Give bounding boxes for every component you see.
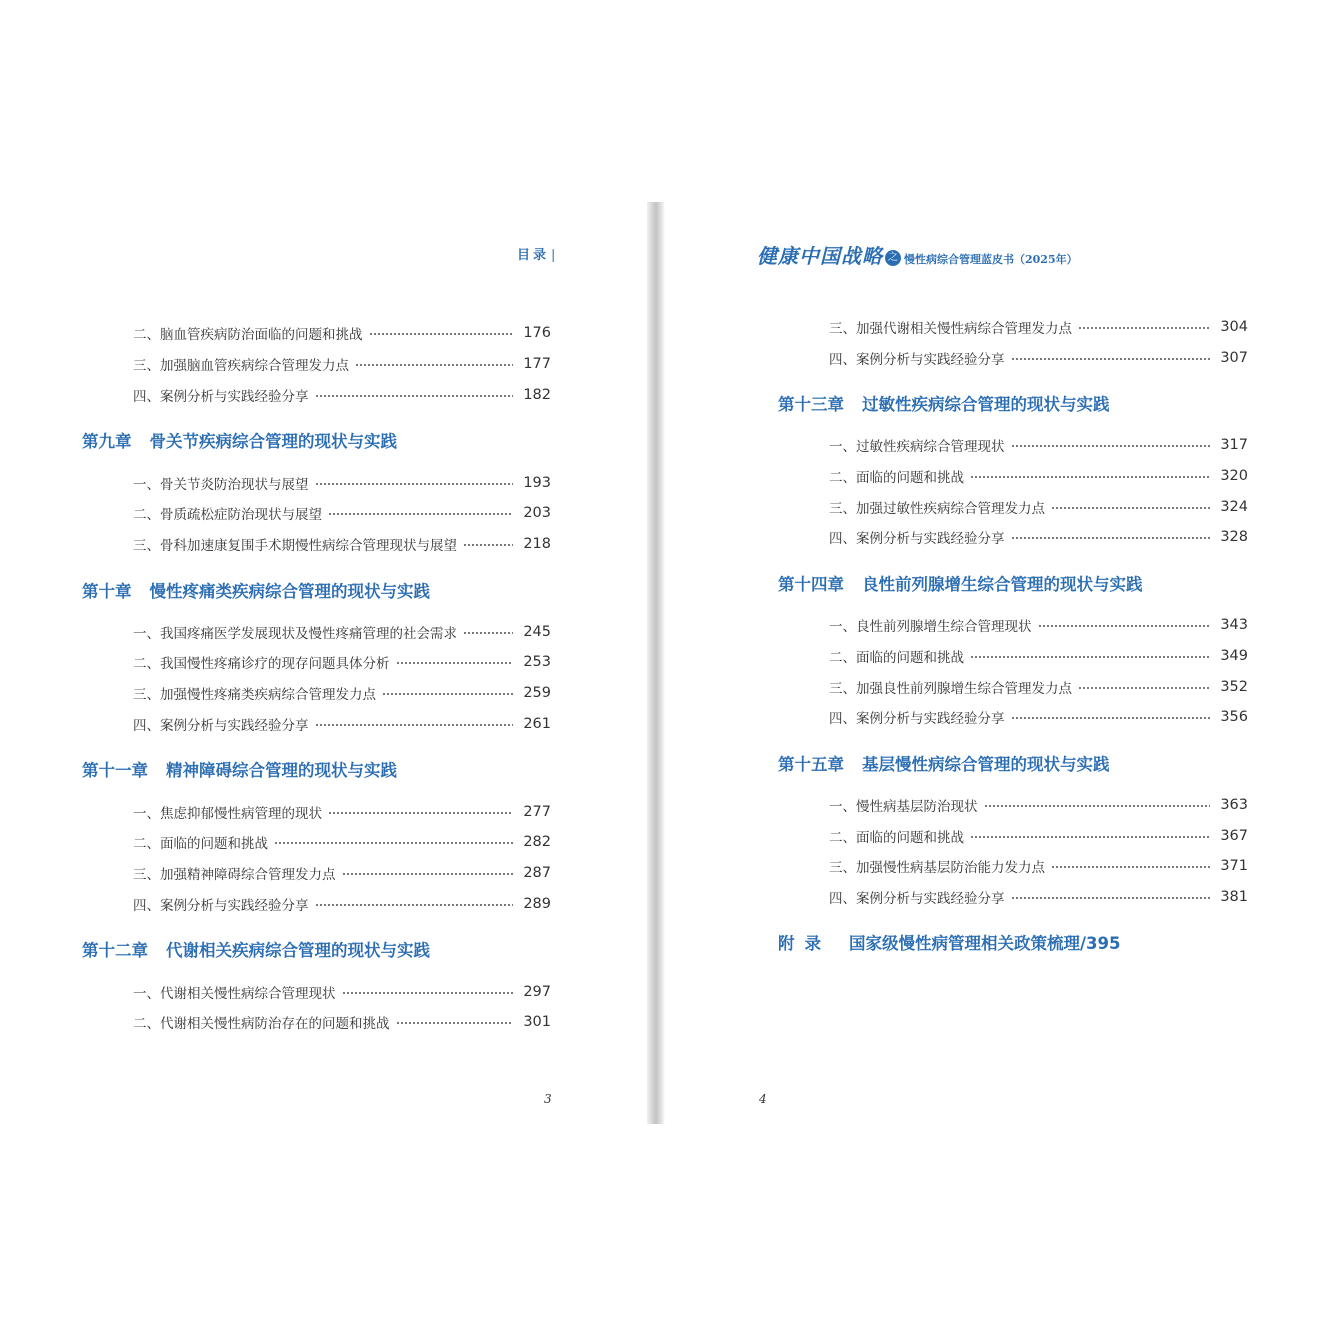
left-page <box>0 0 648 1326</box>
toc-entry-page: 182 <box>523 387 551 403</box>
dot-leader <box>315 395 514 397</box>
toc-entry-page: 177 <box>523 356 551 372</box>
dot-leader <box>1078 327 1210 329</box>
toc-entry-page: 297 <box>523 984 551 1000</box>
toc-entry-label: 二、代谢相关慢性病防治存在的问题和挑战 <box>133 1016 390 1032</box>
dot-leader <box>1011 445 1211 447</box>
right-page <box>665 0 1326 1326</box>
toc-entry[interactable] <box>829 646 1248 666</box>
toc-entry-page: 287 <box>523 865 551 881</box>
appendix-title: 国家级慢性病管理相关政策梳理 <box>849 934 1080 953</box>
toc-entry[interactable] <box>133 622 551 642</box>
dot-leader <box>970 656 1210 658</box>
toc-entry-label: 二、骨质疏松症防治现状与展望 <box>133 507 322 523</box>
dot-leader <box>315 724 514 726</box>
toc-entry-page: 320 <box>1220 468 1248 484</box>
running-head-toc-label: 目录 <box>517 248 550 263</box>
page-number: 3 <box>544 1092 552 1106</box>
toc-entry[interactable] <box>829 317 1248 337</box>
toc-entry-label: 一、慢性病基层防治现状 <box>829 799 978 815</box>
page-number: 4 <box>759 1092 767 1106</box>
toc-entry-page: 193 <box>523 475 551 491</box>
toc-entry[interactable] <box>133 473 551 493</box>
appendix-heading[interactable] <box>778 932 1120 956</box>
toc-entry-label: 二、面临的问题和挑战 <box>829 650 964 666</box>
toc-entry-page: 343 <box>1220 617 1248 633</box>
dot-leader <box>396 662 514 664</box>
toc-entry[interactable] <box>829 826 1248 846</box>
chapter-title: 慢性疼痛类疾病综合管理的现状与实践 <box>149 582 430 601</box>
toc-entry-label: 四、案例分析与实践经验分享 <box>829 891 1005 907</box>
toc-entry-label: 二、面临的问题和挑战 <box>133 836 268 852</box>
chapter-heading[interactable] <box>82 759 397 783</box>
toc-entry-label: 二、面临的问题和挑战 <box>829 470 964 486</box>
chapter-title: 基层慢性病综合管理的现状与实践 <box>862 755 1110 774</box>
toc-entry-label: 一、良性前列腺增生综合管理现状 <box>829 619 1032 635</box>
dot-leader <box>315 483 514 485</box>
toc-entry[interactable] <box>829 677 1248 697</box>
chapter-title: 代谢相关疾病综合管理的现状与实践 <box>166 941 430 960</box>
chapter-heading[interactable] <box>778 573 1143 597</box>
toc-entry-page: 317 <box>1220 437 1248 453</box>
dot-leader <box>1011 358 1211 360</box>
dot-leader <box>463 632 513 634</box>
book-subtitle: 慢性病综合管理蓝皮书（2025年） <box>904 253 1078 266</box>
chapter-title: 良性前列腺增生综合管理的现状与实践 <box>862 575 1143 594</box>
dot-leader <box>1038 625 1211 627</box>
dot-leader <box>355 364 513 366</box>
toc-entry-page: 218 <box>523 536 551 552</box>
toc-entry[interactable] <box>829 707 1248 727</box>
toc-entry-label: 四、案例分析与实践经验分享 <box>829 531 1005 547</box>
toc-entry-label: 四、案例分析与实践经验分享 <box>133 898 309 914</box>
toc-entry-page: 381 <box>1220 889 1248 905</box>
chapter-number: 第十章 <box>82 582 132 601</box>
dot-leader <box>1011 897 1211 899</box>
toc-entry-page: 261 <box>523 716 551 732</box>
chapter-heading[interactable] <box>82 580 430 604</box>
toc-entry[interactable] <box>829 527 1248 547</box>
toc-entry[interactable] <box>829 497 1248 517</box>
chapter-heading[interactable] <box>778 393 1110 417</box>
toc-entry[interactable] <box>133 385 551 405</box>
toc-entry-label: 四、案例分析与实践经验分享 <box>829 711 1005 727</box>
toc-entry-label: 一、过敏性疾病综合管理现状 <box>829 439 1005 455</box>
toc-entry-page: 304 <box>1220 319 1248 335</box>
toc-entry-page: 324 <box>1220 499 1248 515</box>
toc-entry-page: 352 <box>1220 679 1248 695</box>
toc-entry-page: 289 <box>523 896 551 912</box>
dot-leader <box>369 333 514 335</box>
toc-entry-page: 371 <box>1220 858 1248 874</box>
toc-entry[interactable] <box>133 1012 551 1032</box>
dot-leader <box>1011 537 1211 539</box>
running-head-bar: | <box>551 248 556 263</box>
chapter-number: 第十一章 <box>82 761 148 780</box>
toc-entry-label: 三、加强代谢相关慢性病综合管理发力点 <box>829 321 1072 337</box>
dot-leader <box>328 812 513 814</box>
chapter-number: 第十四章 <box>778 575 844 594</box>
toc-entry-page: 277 <box>523 804 551 820</box>
chapter-title: 精神障碍综合管理的现状与实践 <box>166 761 397 780</box>
toc-entry[interactable] <box>829 348 1248 368</box>
toc-entry[interactable] <box>829 435 1248 455</box>
toc-entry[interactable] <box>133 894 551 914</box>
appendix-label: 附录 <box>778 934 831 953</box>
toc-entry-label: 三、骨科加速康复围手术期慢性病综合管理现状与展望 <box>133 538 457 554</box>
dot-leader <box>1051 866 1210 868</box>
toc-entry-page: 363 <box>1220 797 1248 813</box>
toc-entry[interactable] <box>133 832 551 852</box>
toc-entry[interactable] <box>133 354 551 374</box>
toc-entry[interactable] <box>133 863 551 883</box>
toc-entry[interactable] <box>829 856 1248 876</box>
toc-entry[interactable] <box>133 323 551 343</box>
chapter-number: 第十三章 <box>778 395 844 414</box>
dot-leader <box>382 693 513 695</box>
running-head-book-title <box>757 240 1078 269</box>
dot-leader <box>1011 717 1211 719</box>
chapter-number: 第九章 <box>82 432 132 451</box>
toc-entry-page: 259 <box>523 685 551 701</box>
toc-entry[interactable] <box>829 466 1248 486</box>
toc-entry-label: 一、代谢相关慢性病综合管理现状 <box>133 986 336 1002</box>
chapter-number: 第十五章 <box>778 755 844 774</box>
toc-entry[interactable] <box>133 534 551 554</box>
dot-leader <box>396 1022 514 1024</box>
toc-entry-page: 356 <box>1220 709 1248 725</box>
toc-entry-page: 301 <box>523 1014 551 1030</box>
book-title: 健康中国战略 <box>757 244 883 268</box>
dot-leader <box>463 544 513 546</box>
toc-entry-label: 三、加强精神障碍综合管理发力点 <box>133 867 336 883</box>
dot-leader <box>328 513 513 515</box>
dot-leader <box>274 842 513 844</box>
toc-entry-label: 三、加强慢性病基层防治能力发力点 <box>829 860 1045 876</box>
dot-leader <box>1051 507 1210 509</box>
toc-entry-label: 一、我国疼痛医学发展现状及慢性疼痛管理的社会需求 <box>133 626 457 642</box>
title-connector-badge: 之 <box>885 250 901 266</box>
toc-entry-label: 一、焦虑抑郁慢性病管理的现状 <box>133 806 322 822</box>
toc-entry-page: 367 <box>1220 828 1248 844</box>
toc-entry[interactable] <box>133 802 551 822</box>
toc-entry[interactable] <box>829 795 1248 815</box>
chapter-heading[interactable] <box>778 753 1110 777</box>
dot-leader <box>342 992 514 994</box>
dot-leader <box>970 476 1210 478</box>
toc-entry-page: 307 <box>1220 350 1248 366</box>
toc-entry-label: 二、我国慢性疼痛诊疗的现存问题具体分析 <box>133 656 390 672</box>
chapter-title: 过敏性疾病综合管理的现状与实践 <box>862 395 1110 414</box>
toc-entry-page: 203 <box>523 505 551 521</box>
toc-entry-label: 三、加强过敏性疾病综合管理发力点 <box>829 501 1045 517</box>
chapter-heading[interactable] <box>82 430 397 454</box>
dot-leader <box>1078 687 1210 689</box>
dot-leader <box>315 904 514 906</box>
appendix-page: /395 <box>1080 934 1121 953</box>
dot-leader <box>342 873 514 875</box>
chapter-number: 第十二章 <box>82 941 148 960</box>
toc-entry-page: 253 <box>523 654 551 670</box>
toc-entry-label: 四、案例分析与实践经验分享 <box>829 352 1005 368</box>
toc-entry-page: 349 <box>1220 648 1248 664</box>
running-head-toc <box>517 244 555 263</box>
toc-entry-label: 三、加强慢性疼痛类疾病综合管理发力点 <box>133 687 376 703</box>
chapter-heading[interactable] <box>82 939 430 963</box>
toc-entry[interactable] <box>133 982 551 1002</box>
toc-entry-label: 四、案例分析与实践经验分享 <box>133 389 309 405</box>
toc-entry-page: 245 <box>523 624 551 640</box>
toc-entry-label: 三、加强脑血管疾病综合管理发力点 <box>133 358 349 374</box>
toc-entry-page: 282 <box>523 834 551 850</box>
toc-entry-page: 328 <box>1220 529 1248 545</box>
dot-leader <box>984 805 1211 807</box>
book-gutter <box>647 202 665 1124</box>
toc-entry-label: 二、面临的问题和挑战 <box>829 830 964 846</box>
toc-entry[interactable] <box>829 887 1248 907</box>
dot-leader <box>970 836 1210 838</box>
toc-entry-label: 三、加强良性前列腺增生综合管理发力点 <box>829 681 1072 697</box>
toc-entry-label: 二、脑血管疾病防治面临的问题和挑战 <box>133 327 363 343</box>
toc-entry[interactable] <box>133 714 551 734</box>
chapter-title: 骨关节疾病综合管理的现状与实践 <box>149 432 397 451</box>
toc-entry-label: 四、案例分析与实践经验分享 <box>133 718 309 734</box>
toc-entry-page: 176 <box>523 325 551 341</box>
toc-entry[interactable] <box>133 503 551 523</box>
toc-entry[interactable] <box>829 615 1248 635</box>
toc-entry-label: 一、骨关节炎防治现状与展望 <box>133 477 309 493</box>
toc-entry[interactable] <box>133 652 551 672</box>
toc-entry[interactable] <box>133 683 551 703</box>
